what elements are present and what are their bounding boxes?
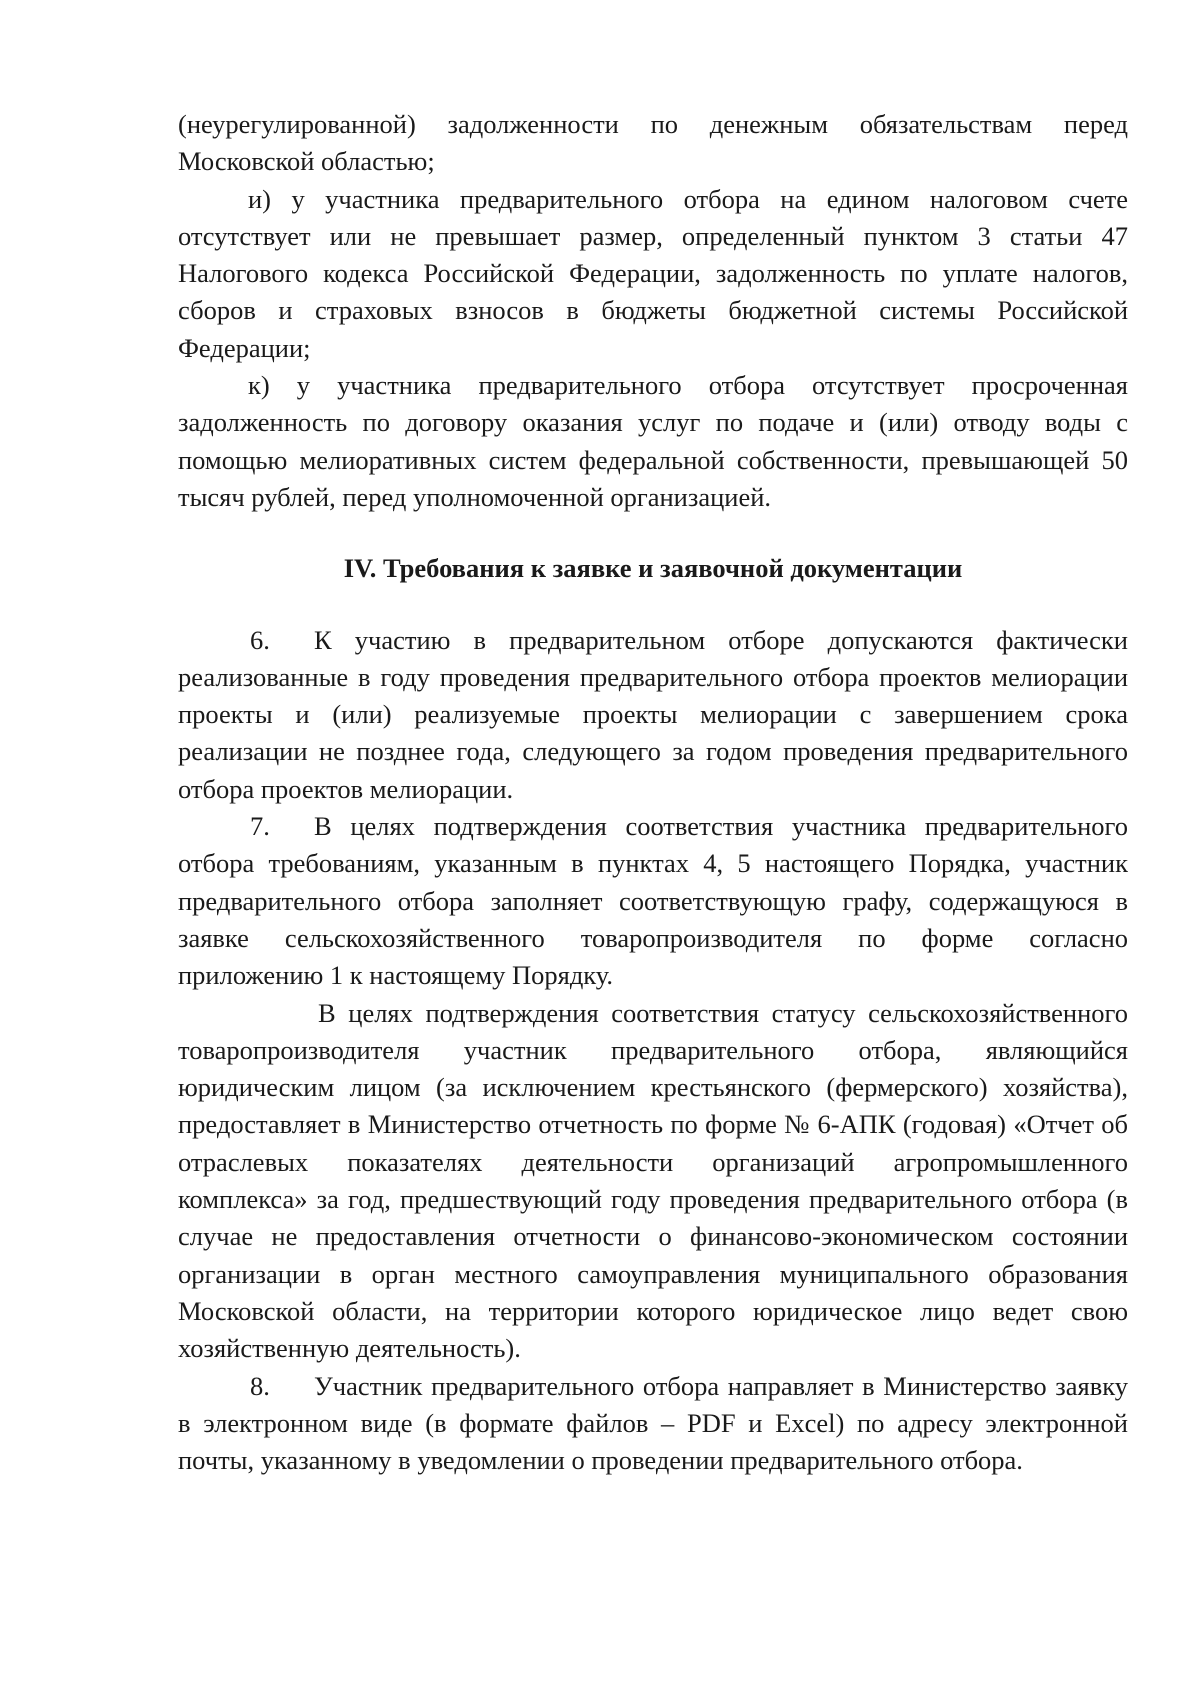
clause-number: 6. — [250, 624, 270, 655]
paragraph-debt-continuation: (неурегулированной) задолженности по денежным обязательствам перед Московской областью; — [178, 109, 1128, 177]
clause-text: Участник предварительного отбора направляет в Министерство заявку в электронном виде (в формате файлов – PDF и Excel) по адресу электронной почты, указанному в уведомлении о проведении предварительного отбора. — [178, 1370, 1128, 1476]
clause-number: 7. — [250, 811, 270, 842]
clause-text: К участию в предварительном отборе допускаются фактически реализованные в году проведения предварительного отбора проектов мелиорации проекты и (или) реализуемые проекты мелиорации с завершением срока реализации не позднее года, следующего за годом проведения предварительного отбора проектов мелиорации. — [178, 624, 1128, 804]
paragraph-item-k: к) у участника предварительного отбора отсутствует просроченная задолженность по договору оказания услуг по подаче и (или) отводу воды с помощью мелиоративных систем федеральной собственности, превышающей 50 тысяч рублей, перед уполномоченной организацией. — [178, 370, 1128, 512]
clause-8 — [178, 1368, 1128, 1480]
clause-text: В целях подтверждения соответствия участника предварительного отбора требованиям, указанным в пунктах 4, 5 настоящего Порядка, участник предварительного отбора заполняет соответствующую графу, содержащуюся в заявке сельскохозяйственного товаропроизводителя по форме согласно приложению 1 к настоящему Порядку. — [178, 811, 1128, 991]
clause-6 — [178, 622, 1128, 808]
clause-number: 8. — [250, 1370, 270, 1401]
section-heading: IV. Требования к заявке и заявочной документации — [343, 553, 963, 584]
clause-7-continuation: В целях подтверждения соответствия статусу сельскохозяйственного товаропроизводителя участник предварительного отбора, являющийся юридическим лицом (за исключением крестьянского (фермерского) хозяйства), предоставляет в Министерство отчетность по форме № 6-АПК (годовая) «Отчет об отраслевых показателях деятельности организаций агропромышленного комплекса» за год, предшествующий году проведения предварительного отбора (в случае не предоставления отчетности о финансово-экономическом состоянии организации в орган местного самоуправления муниципального образования Московской области, на территории которого юридическое лицо ведет свою хозяйственную деятельность). — [178, 997, 1128, 1364]
document-page — [178, 106, 1128, 1479]
clause-7 — [178, 808, 1128, 994]
paragraph-item-i: и) у участника предварительного отбора на едином налоговом счете отсутствует или не превышает размер, определенный пунктом 3 статьи 47 Налогового кодекса Российской Федерации, задолженность по уплате налогов, сборов и страховых взносов в бюджеты бюджетной системы Российской Федерации; — [178, 183, 1128, 363]
